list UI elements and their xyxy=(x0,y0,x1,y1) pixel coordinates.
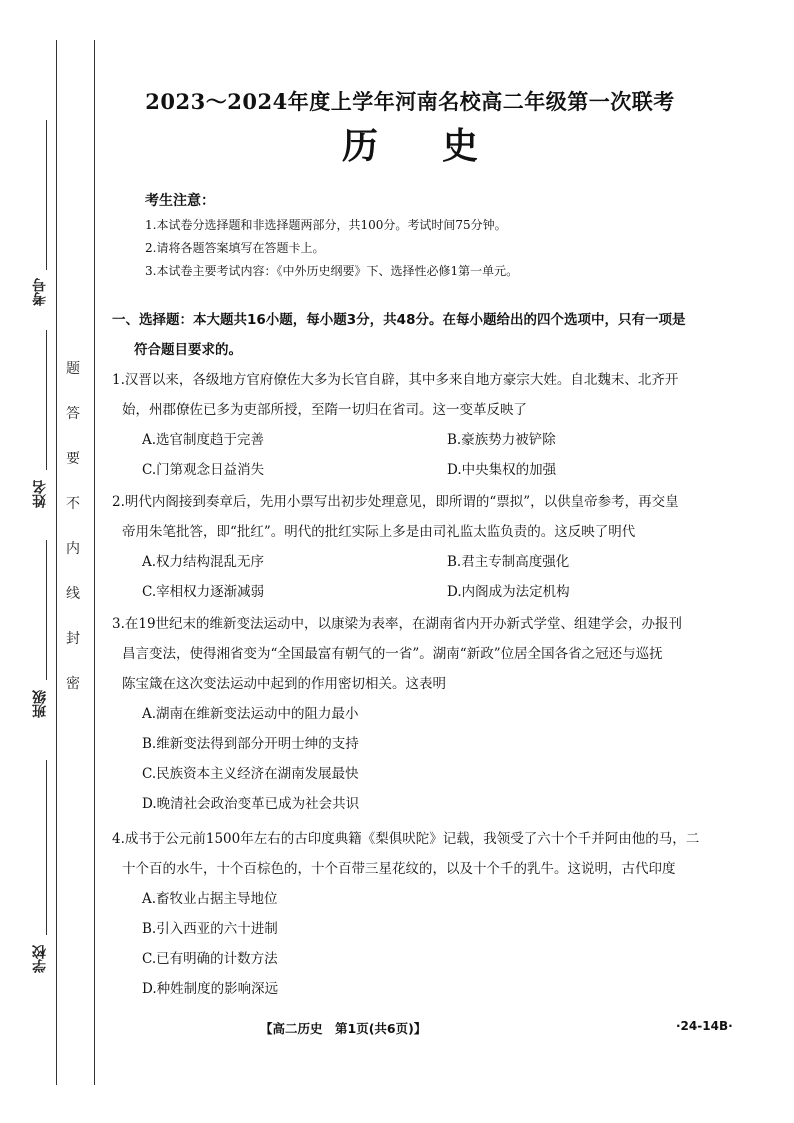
option-b[interactable]: B.君主专制高度强化 xyxy=(447,554,570,570)
stem-line: 十个百的水牛，十个百棕色的，十个百带三星花纹的，以及十个千的乳牛。这说明，古代印度 xyxy=(122,861,676,877)
option-c[interactable]: C.门第观念日益消失 xyxy=(142,462,265,478)
school-field xyxy=(46,760,47,935)
options xyxy=(112,425,742,485)
option-a[interactable]: A.湖南在维新变法运动中的阻力最小 xyxy=(142,706,359,722)
exam-number-label: 考号 xyxy=(32,278,48,306)
subject-title: 历史 xyxy=(341,125,542,167)
question-stem xyxy=(112,609,742,699)
section-heading xyxy=(112,305,742,365)
exam-number-field xyxy=(46,120,47,270)
notice-title: 考生注意： xyxy=(145,193,215,209)
seal-char: 不 xyxy=(66,496,80,512)
stem-line: 帝用朱笔批答，即“批红”。明代的批红实际上多是由司礼监太监负责的。这反映了明代 xyxy=(122,524,636,540)
school-label: 学校 xyxy=(32,945,48,973)
seal-char: 内 xyxy=(66,541,80,557)
stem-line: 3.在19世纪末的维新变法运动中，以康梁为表率，在湖南省内开办新式学堂、组建学会，办报刊 xyxy=(112,616,683,632)
question-3 xyxy=(112,609,742,819)
stem-line: 昌言变法，使得湘省变为“全国最富有朝气的一省”。湖南“新政”位居全国各省之冠还与巡抚 xyxy=(122,646,663,662)
seal-char: 题 xyxy=(66,361,80,377)
seal-char: 密 xyxy=(66,676,80,692)
stem-line: 2.明代内阁接到奏章后，先用小票写出初步处理意见，即所谓的“票拟”，以供皇帝参考，再交皇 xyxy=(112,494,679,510)
option-a[interactable]: A.权力结构混乱无序 xyxy=(142,554,265,570)
section-heading-line: 一、选择题：本大题共16小题，每小题3分，共48分。在每小题给出的四个选项中，只有一项是 xyxy=(112,312,686,328)
question-2 xyxy=(112,487,742,607)
option-d[interactable]: D.种姓制度的影响深远 xyxy=(142,981,279,997)
option-b[interactable]: B.维新变法得到部分开明士绅的支持 xyxy=(142,736,359,752)
name-field xyxy=(46,330,47,470)
class-label: 班级 xyxy=(32,690,48,718)
question-stem xyxy=(112,487,742,547)
page-footer: 【高二历史 第1页(共6页)】 xyxy=(260,1021,427,1036)
binding-line-inner xyxy=(94,40,95,1085)
options xyxy=(112,699,742,819)
exam-title: 2023～2024年度上学年河南名校高二年级第一次联考 xyxy=(145,89,675,114)
option-c[interactable]: C.民族资本主义经济在湖南发展最快 xyxy=(142,766,359,782)
stem-line: 4.成书于公元前1500年左右的古印度典籍《梨俱吠陀》记载，我领受了六十个千并阿由他的马，二 xyxy=(112,831,700,847)
candidate-notice xyxy=(145,190,705,283)
question-1 xyxy=(112,365,742,485)
option-d[interactable]: D.晚清社会政治变革已成为社会共识 xyxy=(142,796,360,812)
option-d[interactable]: D.内阁成为法定机构 xyxy=(447,584,570,600)
stem-line: 1.汉晋以来，各级地方官府僚佐大多为长官自辟，其中多来自地方豪宗大姓。自北魏末、北齐开 xyxy=(112,372,679,388)
paper-code: ·24-14B· xyxy=(676,1019,733,1033)
question-stem xyxy=(112,824,742,884)
option-b[interactable]: B.引入西亚的六十进制 xyxy=(142,921,278,937)
question-stem xyxy=(112,365,742,425)
stem-line: 始，州郡僚佐已多为吏部所授，至隋一切归在省司。这一变革反映了 xyxy=(122,402,527,418)
notice-item: 1.本试卷分选择题和非选择题两部分，共100分。考试时间75分钟。 xyxy=(145,218,507,232)
notice-item: 2.请将各题答案填写在答题卡上。 xyxy=(145,241,325,255)
stem-line: 陈宝箴在这次变法运动中起到的作用密切相关。这表明 xyxy=(122,676,446,692)
options xyxy=(112,884,742,1004)
seal-line-notice xyxy=(62,358,84,718)
options xyxy=(112,547,742,607)
option-a[interactable]: A.选官制度趋于完善 xyxy=(142,432,265,448)
question-4 xyxy=(112,824,742,1004)
option-c[interactable]: C.已有明确的计数方法 xyxy=(142,951,278,967)
notice-item: 3.本试卷主要考试内容：《中外历史纲要》下、选择性必修1第一单元。 xyxy=(145,264,519,278)
seal-char: 线 xyxy=(66,586,80,602)
option-b[interactable]: B.豪族势力被铲除 xyxy=(447,432,556,448)
option-c[interactable]: C.宰相权力逐渐减弱 xyxy=(142,584,265,600)
binding-line-outer xyxy=(56,40,57,1085)
section-heading-line: 符合题目要求的。 xyxy=(134,342,242,358)
seal-char: 要 xyxy=(66,451,80,467)
name-label: 姓名 xyxy=(32,480,48,508)
option-d[interactable]: D.中央集权的加强 xyxy=(447,462,557,478)
class-field xyxy=(46,540,47,680)
seal-char: 封 xyxy=(66,631,80,647)
option-a[interactable]: A.畜牧业占据主导地位 xyxy=(142,891,278,907)
seal-char: 答 xyxy=(66,406,80,422)
